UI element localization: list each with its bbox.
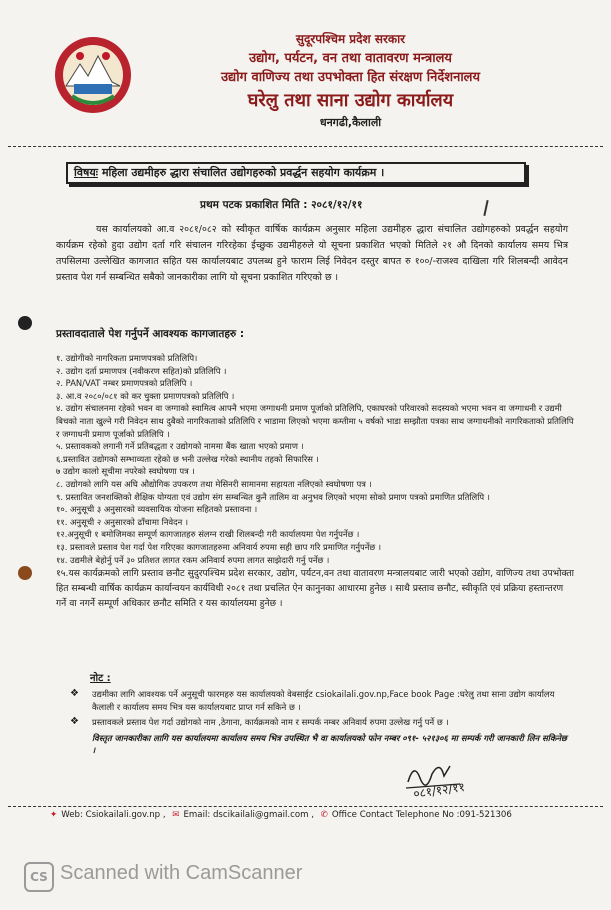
scanner-watermark: Scanned with CamScanner <box>60 862 303 884</box>
email-icon: ✉ <box>172 810 180 820</box>
subject-box <box>66 162 526 184</box>
signature <box>400 752 510 802</box>
subject-text: महिला उद्यमीहरु द्धारा संचालित उद्योगहरुको प्रवर्द्धन सहयोग कार्यक्रम । <box>101 166 385 179</box>
pen-mark <box>483 200 488 216</box>
punch-hole-icon <box>18 566 32 580</box>
subject-label: विषयः <box>74 166 98 179</box>
list-item: ९. प्रस्तावित जनशक्तिको शैक्षिक योग्यता एवं उद्योग संग सम्बन्धित कुनै तालिम वा अनुभव लिएको भएमा सोको प्रमाण पत्रको प्रमाणित प्रतिलिपि । <box>56 491 490 502</box>
header-ministry: उद्योग, पर्यटन, वन तथा वातावरण मन्त्रालय <box>249 51 452 66</box>
punch-hole-icon <box>18 316 32 330</box>
signature-date: ०८१/१२/११ <box>412 779 466 801</box>
footer-email[interactable]: Email: dscikailali@gmail.com , <box>183 810 314 820</box>
list-item: २. उद्योग दर्ता प्रमाणपत्र (नवीकरण सहित)को प्रतिलिपि । <box>56 365 227 376</box>
note-item: ❖ उद्यमीका लागि आवश्यक पर्ने अनुसूची फारमहरु यस कार्यालयको वेबसाईट csiokailali.gov.np,Face book Page :घरेलु तथा साना उद्योग कार्यालय कैलाली र कार्यालय समय भित्र यस कार्यालयबाट प्राप्त गर्न सकिने छ । <box>70 688 555 712</box>
list-item: ५. प्रस्तावकको लगानी गर्ने प्रतिबद्धता र उद्योगको नाममा बैंक खाता भएको प्रमाण । <box>56 441 304 452</box>
header-province: सुदूरपश्चिम प्रदेश सरकार <box>295 32 406 46</box>
footer-phone: Office Contact Telephone No :091-521306 <box>331 810 512 820</box>
note-item: ❖ प्रस्तावकले प्रस्ताव पेश गर्दा उद्योगको नाम ,ठेगाना, कार्यक्रमको नाम र सम्पर्क नम्बर अनिवार्य रुपमा उल्लेख गर्नु पर्ने छ । <box>70 716 449 727</box>
footer-divider <box>8 806 603 807</box>
star-bullet-icon: ❖ <box>70 716 79 727</box>
web-icon: ✦ <box>50 810 58 820</box>
list-item: ११. अनुसूची २ अनुसारको ढाँचामा निवेदन । <box>56 516 189 527</box>
list-item: ६.प्रस्तावित उद्योगको सम्भाव्यता रहेको छ भनी उल्लेख गरेको स्थानीय तहको सिफारिस । <box>56 453 319 464</box>
list-item: ७ उद्योग कालो सूचीमा नपरेको स्वघोषणा पत्र । <box>56 466 195 477</box>
notes-list <box>70 688 570 760</box>
list-item: ८. उद्योगको लागि यस अघि औद्योगिक उपकरण तथा मेसिनरी सामानमा सहायता नलिएको स्वघोषणा पत्र । <box>56 478 372 489</box>
footer <box>50 810 516 820</box>
intro-paragraph <box>56 222 568 286</box>
footer-web[interactable]: Web: Csiokailali.gov.np , <box>61 810 166 820</box>
top-divider <box>8 146 603 147</box>
phone-icon: ✆ <box>320 810 328 820</box>
header-office: घरेलु तथा साना उद्योग कार्यालय <box>247 90 454 111</box>
list-item: १३. प्रस्तावले प्रस्ताव पेश गर्दा पेश गरिएका कागजातहरुमा अनिवार्य रुपमा सही छाप गरि प्रमाणित गर्नुपर्नेछ । <box>56 541 382 552</box>
note-title: नोट : <box>90 673 111 684</box>
list-item: १४. उद्यमीले बेहोर्नु पर्ने ३० प्रतिशत लागत रकम अनिवार्य रुपमा लागत साझेदारी गर्नु पर्नेछ । <box>56 554 330 565</box>
list-item: १५.यस कार्यक्रमको लागि प्रस्ताव छनौट सुदुरपश्चिम प्रदेश सरकार, उद्योग, पर्यटन,वन तथा वातावरण मन्त्रालयबाट जारी भएको उद्योग, वाणिज्य तथा उपभोक्ता हित सम्बन्धी वार्षिक कार्यक्रम कार्यान्वयन कार्यविधी २०८१ तथा प्रचलित ऐन कानुनका आधारमा हुनेछ । साथै प्रस्ताव छनौट, स्वीकृति एवं प्रक्रिया हस्तान्तरण गर्ने वा नगर्ने सम्पूर्ण अधिकार छनौट समिति र यस कार्यालयमा हुनेछ । <box>56 568 575 610</box>
list-item: १०. अनुसूची ३ अनुसारको व्यवसायिक योजना सहितको प्रस्तावना । <box>56 504 258 515</box>
list-item: ४. उद्योग संचालनमा रहेको भवन वा जग्गाको स्वामित्व आफ्नै भएमा जग्गाधनी प्रमाण पूर्जाको प्रतिलिपि, एकाघरको परिवारको सदस्यको भएमा भवन वा जग्गाधनी र उद्यमी बिचको नाता खुल्ने गरी निवेदन साथ दुबैको नागरिकताको प्रतिलिपि र भाडामा लिएको भएमा कम्तीमा ५ वर्षको भाडा सम्झौता पत्रका साथ जग्गाधनीको नागरिकताको प्रतिलिपि र जग्गाधनी प्रमाण पूर्जाको प्रतिलिपि । <box>56 403 574 439</box>
header-directorate: उद्योग वाणिज्य तथा उपभोक्ता हित संरक्षण निर्देशनालय <box>220 70 481 85</box>
list-item: २. PAN/VAT नम्बर प्रमाणपत्रको प्रतिलिपि । <box>56 378 193 389</box>
header-address: धनगढी,कैलाली <box>319 116 382 129</box>
list-item: ३. आ.व २०८०/०८१ को कर चुक्ता प्रमाणपत्रको प्रतिलिपि । <box>56 390 235 401</box>
requirements-list <box>56 352 576 611</box>
list-item: १२.अनुसूची १ बमोजिमका सम्पूर्ण कागजातहरु संलग्न राखी शिलबन्दी गरी कार्यालयमा पेश गर्नुपर्नेछ । <box>56 529 360 540</box>
camscanner-logo-icon: CS <box>24 862 54 892</box>
nepal-emblem-icon <box>52 34 134 116</box>
star-bullet-icon: ❖ <box>70 688 79 699</box>
list-item: १. उद्योगीको नागरिकता प्रमाणपत्रको प्रतिलिपि। <box>56 353 198 363</box>
section-title: प्रस्तावदाताले पेश गर्नुपर्ने आवश्यक कागजातहरु : <box>56 328 245 340</box>
intro-text: यस कार्यालयको आ.व २०८१/०८२ को स्वीकृत वार्षिक कार्यक्रम अनुसार महिला उद्यमीहरु द्धारा संचालित उद्योगहरुको प्रवर्द्धन सहयोग कार्यक्रम रहेको हुदा उद्योग दर्ता गरि संचालन गरिरहेका ईच्छुक उद्यमीहरुले यो सूचना प्रकाशित भएको मितिले २१ औ दिनको कार्यालय समय भित्र तपसिलमा उल्लेखित कागजात सहित यस कार्यालयबाट उपलब्ध हुने फाराम लिई निवेदन दस्तुर बापत रु १००/-राजश्व दाखिला गरि शिलबन्दी आवेदन प्रस्ताव पेश गर्न सम्बन्धित सबैको जानकारीका लागि यो सूचना प्रकाशित गरिएको छ । <box>56 224 568 283</box>
publish-date: प्रथम पटक प्रकाशित मिति : २०८१/१२/११ <box>200 199 363 211</box>
note-italic: विस्तृत जानकारीका लागि यस कार्यालयमा कार्यालय समय भित्र उपस्थित भै वा कार्यालयको फोन नम्बर ०९१- ५२१३०६ मा सम्पर्क गरी जानकारी लिन सकिनेछ । <box>92 732 567 755</box>
